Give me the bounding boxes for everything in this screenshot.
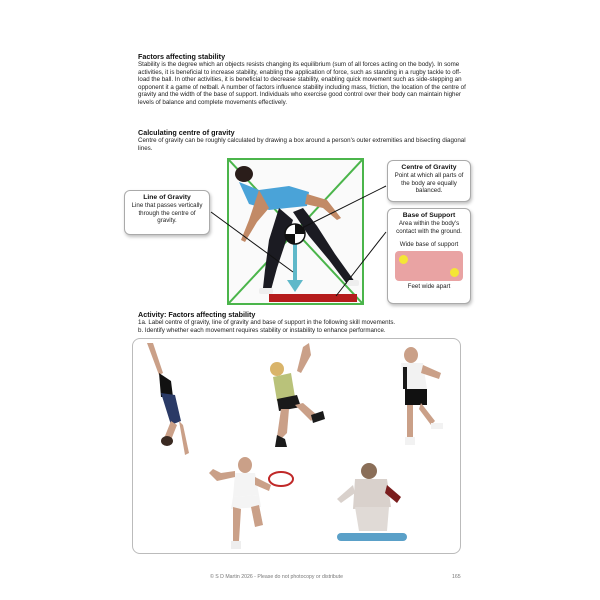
activity-heading: Activity: Factors affecting stability bbox=[138, 310, 256, 319]
centre-of-gravity-heading: Calculating centre of gravity bbox=[138, 128, 235, 137]
centre-of-gravity-text: Point at which all parts of the body are equally balanced. bbox=[394, 172, 464, 195]
activity-image-panel bbox=[132, 338, 461, 554]
snowboarder-figure bbox=[329, 461, 415, 553]
base-of-support-pad bbox=[395, 251, 463, 281]
base-of-support-callout bbox=[387, 208, 471, 304]
activity-instruction-b: b. Identify whether each movement requires stability or instability to enhance performance. bbox=[138, 327, 386, 334]
activity-instruction-a: 1a. Label centre of gravity, line of gravity and base of support in the following skill movements. bbox=[138, 319, 396, 326]
centre-of-gravity-title: Centre of Gravity bbox=[401, 164, 457, 171]
page-number: 165 bbox=[452, 574, 461, 580]
centre-of-gravity-paragraph: Centre of gravity can be roughly calculated by drawing a box around a person's outer extremities and bisecting diagonal lines. bbox=[138, 137, 466, 152]
tennis-serve-figure bbox=[251, 343, 337, 455]
line-of-gravity-title: Line of Gravity bbox=[143, 194, 191, 201]
line-of-gravity-callout bbox=[124, 190, 210, 235]
wide-base-label: Wide base of support bbox=[399, 241, 459, 249]
stability-heading: Factors affecting stability bbox=[138, 52, 226, 61]
stability-paragraph: Stability is the degree which an objects resists changing its equilibrium (sum of all forces acting on the body). In some activities, it is beneficial to increase stability, enabling the application of force, such as standing in a rugby tackle to off-load the ball. In other activities, it is beneficial to decrease stability, enabling quick movement such as side-stepping an opponent it a game of netball. A number of factors influence stability including mass, friction, the location of the centre of gravity and the width of the base of support. Individuals who exercise good control over their body can maintain higher levels of balance and complete movements effectively. bbox=[138, 61, 466, 106]
copyright-footer: © S D Martin 2026 - Please do not photocopy or distribute bbox=[210, 574, 344, 580]
base-of-support-title: Base of Support bbox=[402, 212, 456, 219]
tennis-forehand-figure bbox=[201, 455, 297, 553]
base-of-support-text: Area within the body's contact with the ground. bbox=[396, 220, 462, 235]
right-foot-marker bbox=[450, 268, 459, 277]
handstand-figure bbox=[141, 341, 201, 459]
footballer-figure bbox=[391, 345, 453, 457]
feet-apart-label: Feet wide apart bbox=[407, 282, 451, 290]
left-foot-marker bbox=[399, 255, 408, 264]
line-of-gravity-text: Line that passes vertically through the centre of gravity. bbox=[131, 202, 203, 225]
centre-of-gravity-callout bbox=[387, 160, 471, 202]
